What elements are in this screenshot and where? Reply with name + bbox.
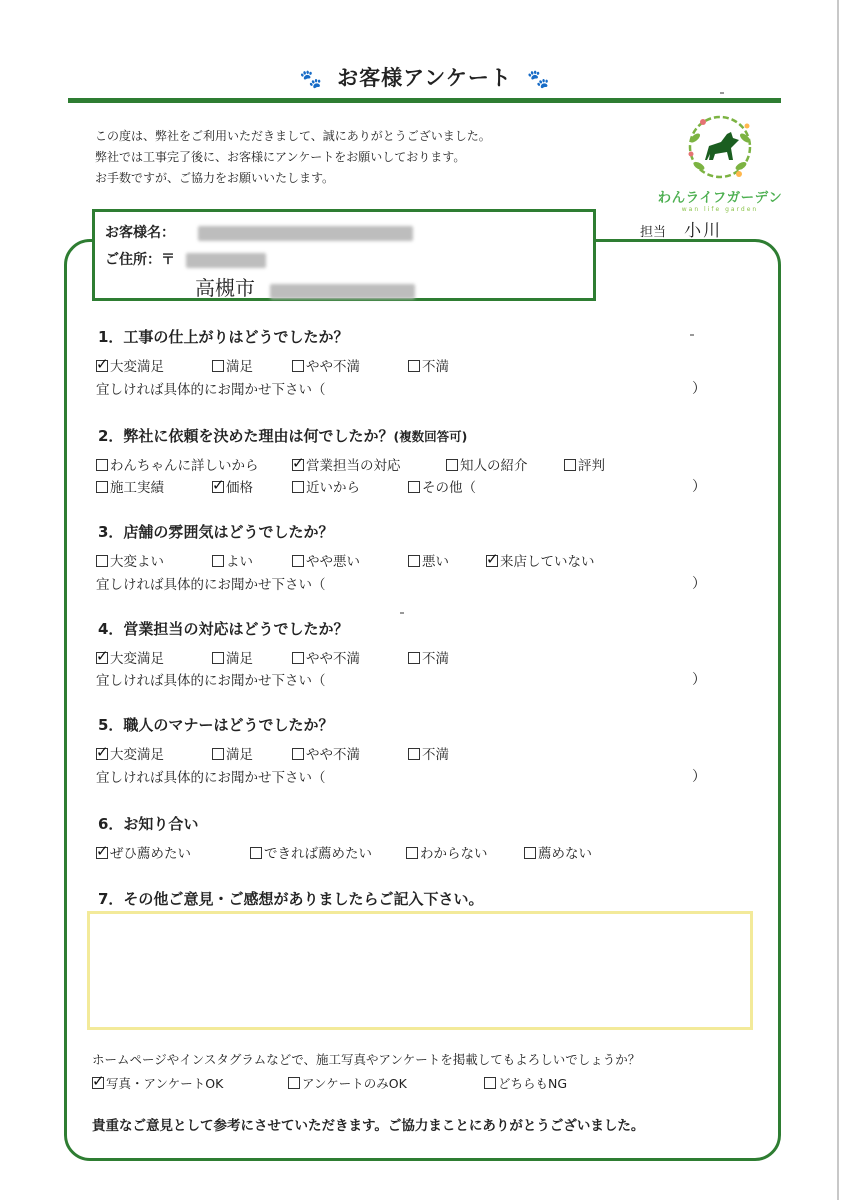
checkbox[interactable]	[408, 481, 420, 493]
title-underline	[68, 98, 781, 103]
checkbox[interactable]	[524, 847, 536, 859]
checkbox[interactable]	[96, 481, 108, 493]
publish-question: ホームページやインスタグラムなどで、施工写真やアンケートを掲載してもよろしいでしょうか？	[92, 1052, 641, 1067]
checkbox[interactable]	[292, 652, 304, 664]
q3-option[interactable]: よい	[212, 550, 253, 570]
checkbox[interactable]	[446, 459, 458, 471]
checkbox-checked[interactable]	[292, 459, 304, 471]
checkbox[interactable]	[408, 360, 420, 372]
staff-name: 小川	[684, 221, 723, 241]
header	[0, 62, 849, 92]
checkbox[interactable]	[484, 1077, 496, 1089]
q4-option[interactable]: ✓大変満足	[96, 647, 164, 667]
logo-name: わんライフガーデン	[657, 190, 783, 206]
checkbox-checked[interactable]	[96, 748, 108, 760]
question-1-title: 1．工事の仕上がりはどうでしたか？	[98, 328, 349, 346]
checkbox[interactable]	[212, 748, 224, 760]
page-title: お客様アンケート	[337, 66, 512, 90]
checkbox[interactable]	[250, 847, 262, 859]
publish-option[interactable]: アンケートのみOK	[288, 1074, 407, 1092]
scan-mark	[720, 92, 724, 94]
q6-option[interactable]: 薦めない	[524, 842, 592, 862]
customer-address-label: ご住所：〒	[105, 252, 175, 268]
question-4-title: 4．営業担当の対応はどうでしたか？	[98, 620, 349, 638]
q1-option[interactable]: 不満	[408, 355, 449, 375]
checkbox[interactable]	[292, 360, 304, 372]
q2-option[interactable]: ✓ 価格	[212, 476, 253, 496]
q5-option[interactable]: 不満	[408, 743, 449, 763]
q5-comment-prompt: 宜しければ具体的にお聞かせ下さい（	[96, 770, 326, 786]
free-comment-box[interactable]	[87, 911, 753, 1030]
checkbox[interactable]	[96, 459, 108, 471]
q3-option[interactable]: やや悪い	[292, 550, 360, 570]
checkbox-checked[interactable]	[486, 555, 498, 567]
q3-option[interactable]: 大変よい	[96, 550, 164, 570]
paw-icon: 🐾	[526, 69, 550, 90]
q2-other-close: ）	[692, 479, 706, 495]
checkbox[interactable]	[408, 555, 420, 567]
q3-option[interactable]: 悪い	[408, 550, 449, 570]
customer-address-city: 高槻市	[195, 276, 255, 300]
question-5-title: 5．職人のマナーはどうでしたか？	[98, 716, 334, 734]
q1-comment-close: ）	[692, 381, 706, 397]
customer-name-row	[105, 222, 413, 242]
q6-option[interactable]: ✓ぜひ薦めたい	[96, 842, 191, 862]
customer-address-city-row	[195, 272, 415, 301]
checkbox-checked[interactable]	[92, 1077, 104, 1089]
checkbox-checked[interactable]	[212, 481, 224, 493]
customer-address-row	[105, 249, 266, 269]
q1-option[interactable]: ✓大変満足	[96, 355, 164, 375]
intro-line: この度は、弊社をご利用いただきまして、誠にありがとうございました。	[95, 129, 491, 143]
customer-info-box	[92, 209, 596, 301]
q4-option[interactable]: やや不満	[292, 647, 360, 667]
question-6-title: 6．お知り合い	[98, 815, 199, 833]
q5-option[interactable]: やや不満	[292, 743, 360, 763]
q1-option[interactable]: 満足	[212, 355, 253, 375]
checkbox[interactable]	[564, 459, 576, 471]
checkbox[interactable]	[292, 748, 304, 760]
checkbox[interactable]	[406, 847, 418, 859]
q3-option[interactable]: ✓ 来店していない	[486, 550, 595, 570]
intro-line: 弊社では工事完了後に、お客様にアンケートをお願いしております。	[95, 150, 466, 164]
checkbox-checked[interactable]	[96, 847, 108, 859]
checkbox-checked[interactable]	[96, 652, 108, 664]
q2-option[interactable]: 評判	[564, 454, 605, 474]
checkbox[interactable]	[292, 481, 304, 493]
q2-option[interactable]: ✓ 営業担当の対応	[292, 454, 401, 474]
q6-option[interactable]: わからない	[406, 842, 488, 862]
q4-comment-prompt: 宜しければ具体的にお聞かせ下さい（	[96, 673, 326, 689]
checkbox[interactable]	[408, 748, 420, 760]
q5-option[interactable]: 満足	[212, 743, 253, 763]
company-logo	[640, 108, 800, 213]
q5-comment-close: ）	[692, 769, 706, 785]
checkbox-checked[interactable]	[96, 360, 108, 372]
checkbox[interactable]	[408, 652, 420, 664]
q1-option[interactable]: やや不満	[292, 355, 360, 375]
q4-comment-close: ）	[692, 672, 706, 688]
q2-option[interactable]: その他（	[408, 476, 476, 496]
publish-option[interactable]: ✓写真・アンケートOK	[92, 1074, 223, 1092]
intro-line: お手数ですが、ご協力をお願いいたします。	[95, 171, 335, 185]
question-3-title: 3．店舗の雰囲気はどうでしたか？	[98, 523, 334, 541]
q2-option[interactable]: わんちゃんに詳しいから	[96, 454, 259, 474]
customer-name-label: お客様名：	[105, 225, 175, 241]
scan-mark	[400, 612, 404, 614]
q6-option[interactable]: できれば薦めたい	[250, 842, 372, 862]
q4-option[interactable]: 満足	[212, 647, 253, 667]
q4-option[interactable]: 不満	[408, 647, 449, 667]
q2-option[interactable]: 知人の紹介	[446, 454, 528, 474]
q2-option[interactable]: 近いから	[292, 476, 360, 496]
checkbox[interactable]	[212, 652, 224, 664]
checkbox[interactable]	[212, 555, 224, 567]
intro-text	[95, 126, 491, 189]
publish-option[interactable]: どちらもNG	[484, 1074, 567, 1092]
staff-label: 担当	[640, 225, 667, 240]
closing-message: 貴重なご意見として参考にさせていただきます。ご協力まことにありがとうございました。	[92, 1118, 645, 1134]
q5-option[interactable]: ✓大変満足	[96, 743, 164, 763]
scan-edge	[837, 0, 839, 1200]
q2-option[interactable]: 施工実績	[96, 476, 164, 496]
checkbox[interactable]	[292, 555, 304, 567]
q3-comment-close: ）	[692, 576, 706, 592]
question-2-title: 2．弊社に依頼を決めた理由は何でしたか？(複数回答可)	[98, 427, 468, 445]
staff-field	[640, 216, 722, 241]
q1-comment-prompt: 宜しければ具体的にお聞かせ下さい（	[96, 382, 326, 398]
checkbox[interactable]	[212, 360, 224, 372]
redacted-postal-code	[186, 253, 266, 268]
checkbox[interactable]	[288, 1077, 300, 1089]
redacted-address	[270, 284, 415, 299]
redacted-name	[198, 226, 413, 241]
paw-icon: 🐾	[299, 69, 323, 90]
checkbox[interactable]	[96, 555, 108, 567]
dog-wreath-icon	[677, 108, 763, 186]
question-7-title: 7．その他ご意見・ご感想がありましたらご記入下さい。	[98, 890, 484, 908]
logo-subtitle: wan life garden	[681, 206, 759, 213]
q3-comment-prompt: 宜しければ具体的にお聞かせ下さい（	[96, 577, 326, 593]
q2-note: (複数回答可)	[393, 429, 468, 444]
scan-mark	[690, 334, 694, 336]
